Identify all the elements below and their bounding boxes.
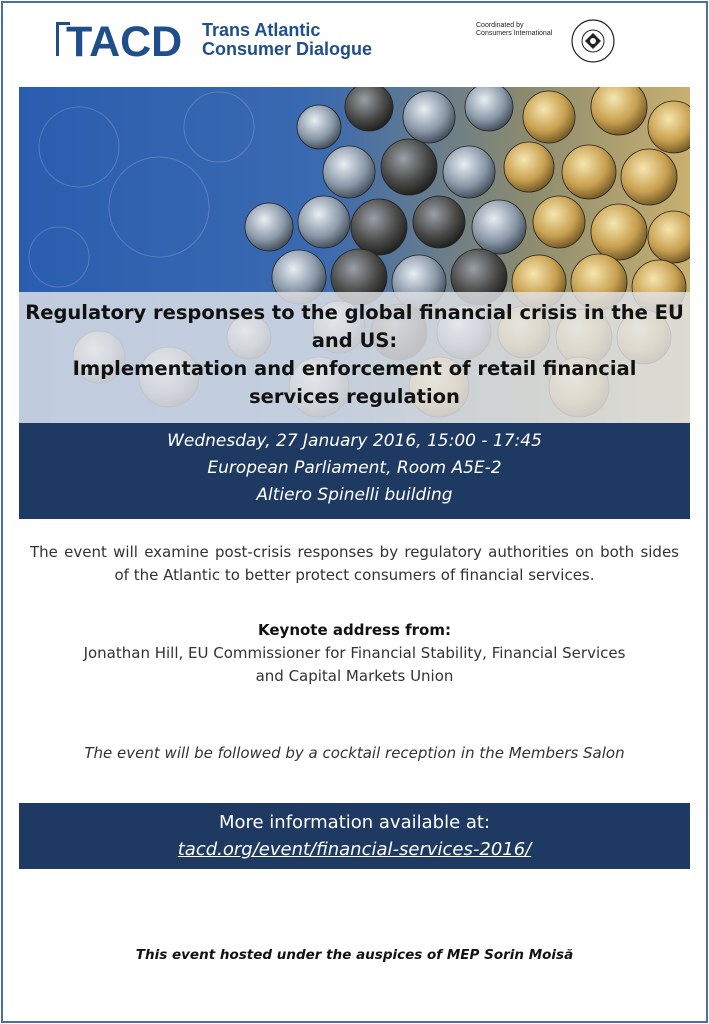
logo-name: [202, 21, 372, 59]
coordinated-by: [476, 22, 566, 38]
intro-paragraph: The event will examine post-crisis responses by regulatory authorities on both sides of the Atlantic to better protect consumers of financial services.: [30, 543, 679, 584]
more-info-heading: More information available at:: [218, 812, 491, 833]
hero-banner: [19, 87, 690, 519]
event-link[interactable]: tacd.org/event/financial-services-2016/: [177, 839, 532, 860]
keynote-line-2: and Capital Markets Union: [255, 667, 454, 685]
hosted-by-note: This event hosted under the auspices of MEP Sorin Moisă: [135, 947, 574, 963]
more-info-box: [19, 803, 690, 869]
tacd-logo-icon: [56, 18, 188, 62]
title-line-3: Implementation and enforcement of retail financial: [72, 357, 637, 380]
header: [0, 0, 709, 80]
reception-note: The event will be followed by a cocktail reception in the Members Salon: [84, 744, 625, 762]
coordinated-line-2: Consumers International: [476, 30, 553, 37]
logo-line-2: Consumer Dialogue: [202, 39, 373, 59]
keynote-heading: Keynote address from:: [258, 621, 451, 639]
title-line-4: services regulation: [249, 385, 460, 408]
logo-line-1: Trans Atlantic: [202, 20, 321, 40]
consumers-international-seal-icon: [570, 18, 616, 64]
title-line-1: Regulatory responses to the global financial crisis in the EU: [25, 301, 684, 324]
coordinated-line-1: Coordinated by: [476, 22, 524, 29]
event-date: Wednesday, 27 January 2016, 15:00 - 17:45: [167, 431, 542, 451]
keynote-line-1: Jonathan Hill, EU Commissioner for Financial Stability, Financial Services: [83, 644, 626, 662]
title-line-2: and US:: [311, 329, 398, 352]
event-title: [19, 292, 690, 423]
event-venue: European Parliament, Room A5E-2: [207, 458, 502, 478]
event-details: [19, 423, 690, 519]
logo-mark-text: TACD: [66, 18, 183, 62]
keynote-speaker: [40, 642, 669, 688]
event-building: Altiero Spinelli building: [256, 485, 453, 505]
